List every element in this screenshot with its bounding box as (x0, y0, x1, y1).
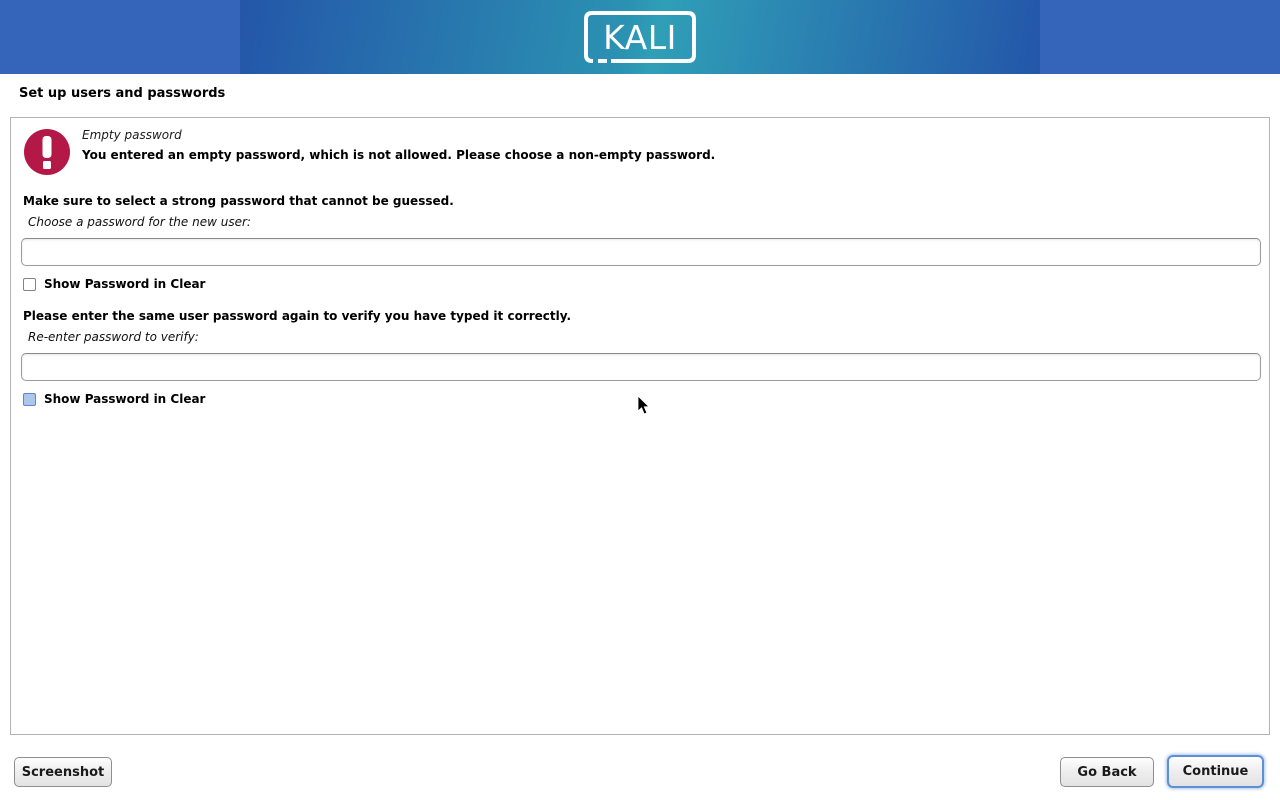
error-title: Empty password (82, 128, 182, 142)
show-password-verify-row[interactable] (23, 392, 205, 406)
verify-password-note: Please enter the same user password again to verify you have typed it correctly. (23, 309, 572, 323)
show-password-label: Show Password in Clear (44, 277, 206, 291)
screenshot-button[interactable]: Screenshot (14, 757, 112, 787)
error-message: You entered an empty password, which is not allowed. Please choose a non-empty password. (82, 148, 716, 162)
content-frame (10, 117, 1270, 735)
show-password-verify-label: Show Password in Clear (44, 392, 206, 406)
go-back-button[interactable]: Go Back (1060, 757, 1154, 787)
password-field-label: Choose a password for the new user: (28, 215, 251, 229)
error-exclamation-icon (23, 128, 71, 176)
kali-logo-icon (583, 10, 697, 64)
installer-banner (0, 0, 1280, 74)
show-password-row[interactable] (23, 277, 205, 291)
show-password-verify-checkbox[interactable] (23, 393, 36, 406)
verify-field-label: Re-enter password to verify: (28, 330, 199, 344)
password-input[interactable] (21, 238, 1261, 266)
kali-logo-text: KALI (603, 18, 677, 57)
continue-button[interactable]: Continue (1167, 755, 1264, 788)
verify-password-input[interactable] (21, 353, 1261, 381)
strong-password-note: Make sure to select a strong password that cannot be guessed. (23, 194, 454, 208)
show-password-checkbox[interactable] (23, 278, 36, 291)
page-title: Set up users and passwords (19, 86, 226, 101)
